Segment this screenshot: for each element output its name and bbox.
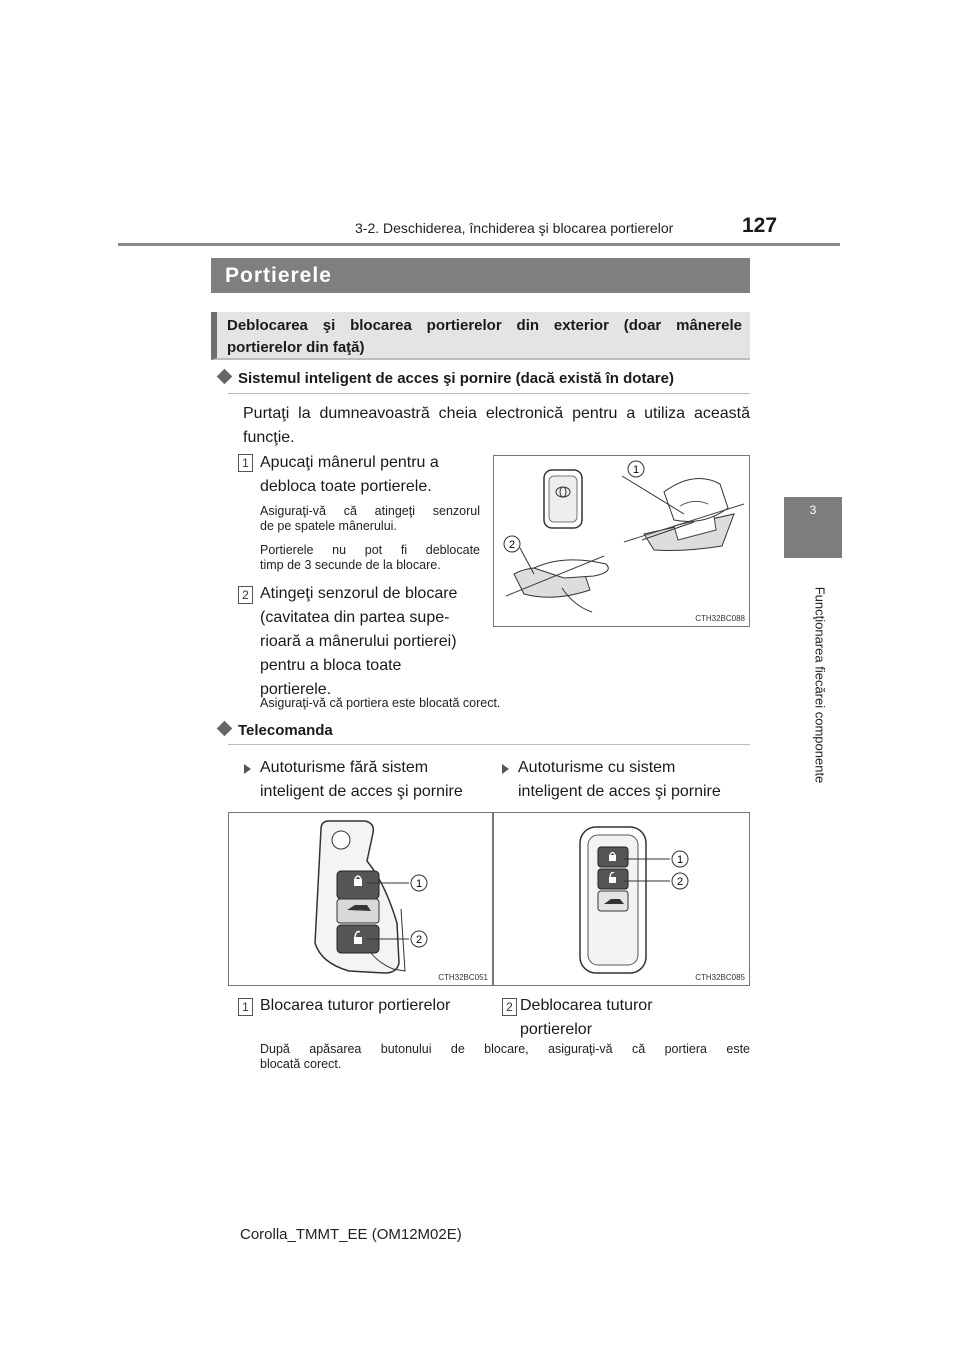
step2-line1: Atingeţi senzorul de blocare: [260, 585, 458, 602]
section-title: Portierele: [211, 258, 750, 293]
legend-item-1: Blocarea tuturor portierelor: [260, 997, 451, 1014]
remote-heading: [215, 722, 333, 739]
right-label-line2: inteligent de acces şi pornire: [518, 783, 721, 800]
step-number-1: 1: [238, 454, 253, 472]
smart-key-illustration: [494, 813, 749, 985]
step-number-2: 2: [238, 586, 253, 604]
note1-line2: de pe spatele mânerului.: [260, 519, 397, 533]
flip-key-figure: [228, 812, 493, 986]
step2-line4: pentru a bloca toate: [260, 657, 402, 674]
header-rule: [118, 243, 840, 246]
left-label-line1: Autoturisme fără sistem: [260, 759, 429, 776]
figure-code: CTH32BC088: [695, 614, 745, 623]
chapter-tab: [784, 497, 842, 558]
heading-rule: [228, 393, 750, 394]
step1-line2: debloca toate portierele.: [260, 478, 432, 495]
remote-right-callout-1: 1: [676, 854, 684, 866]
step2-line3: rioară a mânerului portierei): [260, 633, 457, 650]
left-label-line2: inteligent de acces şi pornire: [260, 783, 463, 800]
smart-key-figure: [493, 812, 750, 986]
callout-2: 2: [508, 539, 516, 551]
smart-intro-line1: Purtaţi la dumneavoastră cheia electronică pentru a utiliza această: [243, 405, 750, 422]
step2-line2: (cavitatea din partea supe-: [260, 609, 450, 626]
step2-line5: portierele.: [260, 681, 332, 698]
remote-note-line2: blocată corect.: [260, 1057, 342, 1071]
figure-code-left: CTH32BC051: [438, 973, 488, 982]
remote-note-line1: După apăsarea butonului de blocare, asiguraţi-vă că portiera este: [260, 1042, 750, 1056]
flip-key-illustration: [229, 813, 492, 985]
smart-entry-heading-text: Sistemul inteligent de acces şi pornire (dacă există în dotare): [238, 370, 674, 387]
subsection-title: [211, 312, 750, 360]
legend-number-2: 2: [502, 998, 517, 1016]
triangle-bullet-icon: [502, 764, 509, 774]
chapter-label: Funcţionarea fiecărei componente: [812, 586, 828, 784]
door-handle-illustration: [494, 456, 749, 626]
subsection-title-line2: portierelor din faţă): [227, 339, 365, 356]
triangle-bullet-icon: [244, 764, 251, 774]
legend-item-2-line2: portierelor: [520, 1021, 593, 1038]
remote-right-callout-2: 2: [676, 876, 684, 888]
subsection-title-line1: Deblocarea şi blocarea portierelor din exterior (doar mânerele: [227, 317, 742, 334]
door-handle-figure: [493, 455, 750, 627]
diamond-bullet-icon: [217, 721, 233, 737]
chapter-label-vertical: [812, 580, 828, 790]
footer-model: Corolla_TMMT_EE (OM12M02E): [240, 1226, 462, 1243]
note3: Asiguraţi-vă că portiera este blocată corect.: [260, 696, 501, 710]
right-label-line1: Autoturisme cu sistem: [518, 759, 676, 776]
header-section-title: 3-2. Deschiderea, închiderea şi blocarea portierelor: [355, 220, 674, 236]
remote-heading-text: Telecomanda: [238, 722, 333, 739]
smart-entry-heading: [215, 370, 674, 387]
chapter-number: 3: [809, 503, 817, 517]
remote-left-callout-2: 2: [415, 934, 423, 946]
remote-left-callout-1: 1: [415, 878, 423, 890]
page-number: 127: [742, 214, 778, 237]
smart-intro-line2: funcţie.: [243, 429, 295, 446]
note1-line1: Asiguraţi-vă că atingeţi senzorul: [260, 504, 480, 518]
callout-1: 1: [632, 464, 640, 476]
note2-line2: timp de 3 secunde de la blocare.: [260, 558, 441, 572]
diamond-bullet-icon: [217, 369, 233, 385]
figure-code-right: CTH32BC085: [695, 973, 745, 982]
heading-rule: [228, 744, 750, 745]
legend-item-2-line1: Deblocarea tuturor: [520, 997, 653, 1014]
legend-number-1: 1: [238, 998, 253, 1016]
step1-line1: Apucaţi mânerul pentru a: [260, 454, 439, 471]
note2-line1: Portierele nu pot fi deblocate: [260, 543, 480, 557]
